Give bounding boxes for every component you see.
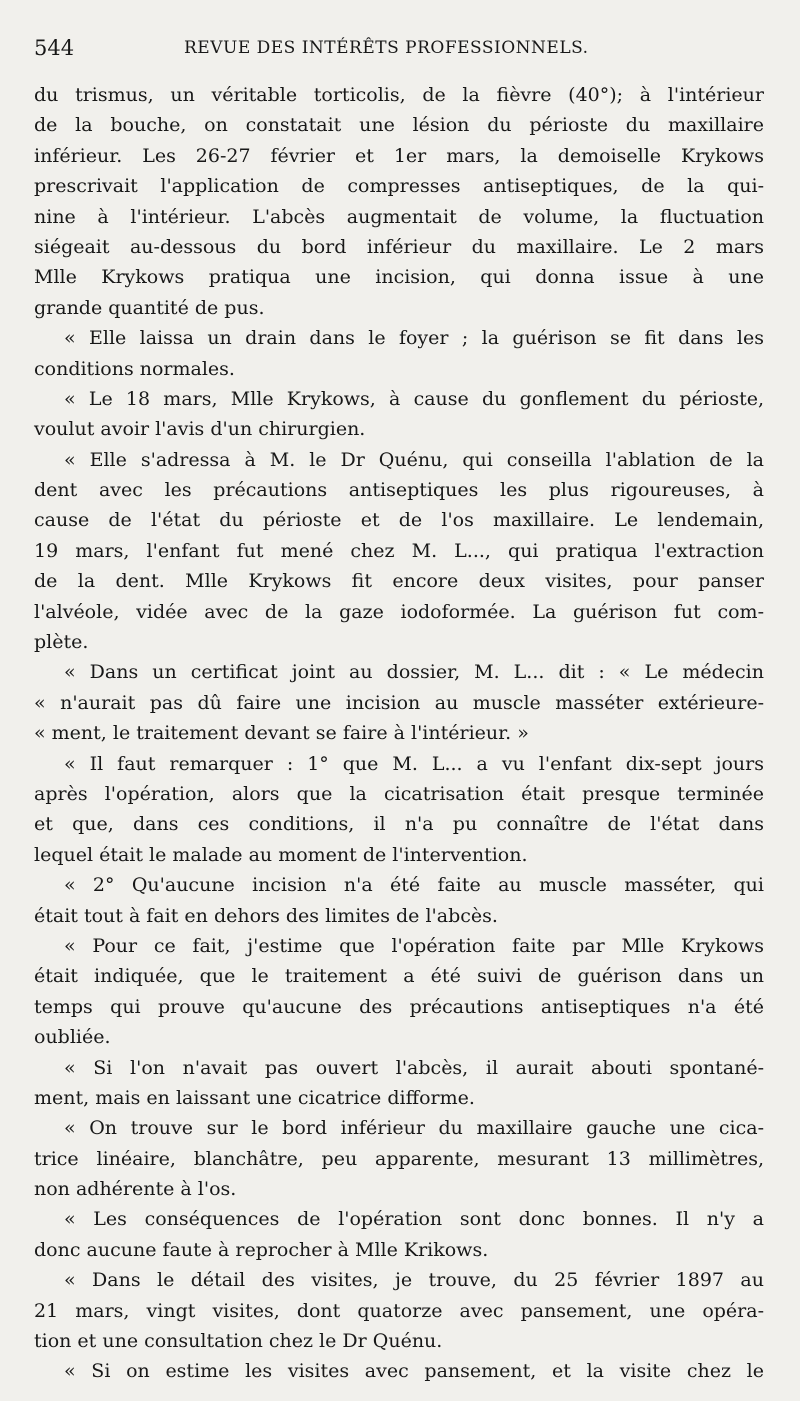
- text-line: voulut avoir l'avis d'un chirurgien.: [34, 418, 366, 441]
- running-title: REVUE DES INTÉRÊTS PROFESSIONNELS.: [184, 38, 589, 58]
- text-line: « On trouve sur le bord inférieur du maxillaire gauche une cica-: [64, 1117, 764, 1140]
- text-line: après l'opération, alors que la cicatrisation était presque terminée: [34, 782, 764, 805]
- text-line: trice linéaire, blanchâtre, peu apparente, mesurant 13 millimètres,: [34, 1147, 764, 1170]
- text-line: l'alvéole, vidée avec de la gaze iodoformée. La guérison fut com-: [34, 600, 764, 623]
- text-line: « Dans le détail des visites, je trouve, du 25 février 1897 au: [64, 1269, 764, 1292]
- text-line: « Elle laissa un drain dans le foyer ; la guérison se fit dans les: [64, 327, 764, 350]
- text-line: cause de l'état du périoste et de l'os maxillaire. Le lendemain,: [34, 509, 764, 532]
- text-line: « 2° Qu'aucune incision n'a été faite au muscle masséter, qui: [64, 874, 764, 897]
- text-line: de la bouche, on constatait une lésion du périoste du maxillaire: [34, 114, 764, 137]
- text-line: prescrivait l'application de compresses antiseptiques, de la qui-: [34, 175, 764, 198]
- text-line: était tout à fait en dehors des limites de l'abcès.: [34, 904, 498, 927]
- text-line: temps qui prouve qu'aucune des précautions antiseptiques n'a été: [34, 995, 764, 1018]
- text-line: 19 mars, l'enfant fut mené chez M. L..., qui pratiqua l'extraction: [34, 539, 764, 562]
- text-line: oubliée.: [34, 1026, 111, 1049]
- text-line: du trismus, un véritable torticolis, de la fièvre (40°); à l'intérieur: [34, 84, 764, 106]
- text-line: plète.: [34, 631, 89, 654]
- text-line: « ment, le traitement devant se faire à l'intérieur. »: [34, 722, 529, 745]
- text-line: était indiquée, que le traitement a été suivi de guérison dans un: [34, 965, 764, 988]
- text-line: siégeait au-dessous du bord inférieur du maxillaire. Le 2 mars: [34, 235, 764, 258]
- text-line: non adhérente à l'os.: [34, 1178, 237, 1201]
- text-line: conditions normales.: [34, 357, 235, 380]
- text-line: donc aucune faute à reprocher à Mlle Krikows.: [34, 1238, 489, 1261]
- text-line: inférieur. Les 26-27 février et 1er mars, la demoiselle Krykows: [34, 144, 764, 167]
- text-line: dent avec les précautions antiseptiques les plus rigoureuses, à: [34, 479, 764, 502]
- text-line: 21 mars, vingt visites, dont quatorze avec pansement, une opéra-: [34, 1299, 764, 1322]
- text-line: « Dans un certificat joint au dossier, M. L... dit : « Le médecin: [64, 661, 764, 684]
- page-number: 544: [34, 36, 75, 60]
- text-line: « n'aurait pas dû faire une incision au muscle masséter extérieure-: [34, 691, 764, 714]
- text-line: nine à l'intérieur. L'abcès augmentait de volume, la fluctuation: [34, 205, 764, 228]
- text-line: ment, mais en laissant une cicatrice difforme.: [34, 1086, 475, 1109]
- text-line: lequel était le malade au moment de l'intervention.: [34, 843, 528, 866]
- text-line: « Il faut remarquer : 1° que M. L... a vu l'enfant dix-sept jours: [64, 752, 764, 775]
- text-line: et que, dans ces conditions, il n'a pu connaître de l'état dans: [34, 813, 764, 836]
- text-line: Mlle Krykows pratiqua une incision, qui donna issue à une: [34, 266, 764, 289]
- text-line: « Si l'on n'avait pas ouvert l'abcès, il aurait abouti spontané-: [64, 1056, 764, 1079]
- text-line: « Elle s'adressa à M. le Dr Quénu, qui conseilla l'ablation de la: [64, 448, 764, 471]
- text-line: « Si on estime les visites avec pansement, et la visite chez le: [64, 1360, 764, 1383]
- text-line: de la dent. Mlle Krykows fit encore deux visites, pour panser: [34, 570, 764, 593]
- text-line: « Les conséquences de l'opération sont donc bonnes. Il n'y a: [64, 1208, 764, 1231]
- text-line: « Le 18 mars, Mlle Krykows, à cause du gonflement du périoste,: [64, 387, 764, 410]
- text-line: « Pour ce fait, j'estime que l'opération faite par Mlle Krykows: [64, 934, 764, 957]
- text-line: tion et une consultation chez le Dr Quénu.: [34, 1330, 443, 1353]
- body-text: [34, 80, 764, 1387]
- text-line: grande quantité de pus.: [34, 296, 265, 319]
- page-header: [34, 36, 760, 66]
